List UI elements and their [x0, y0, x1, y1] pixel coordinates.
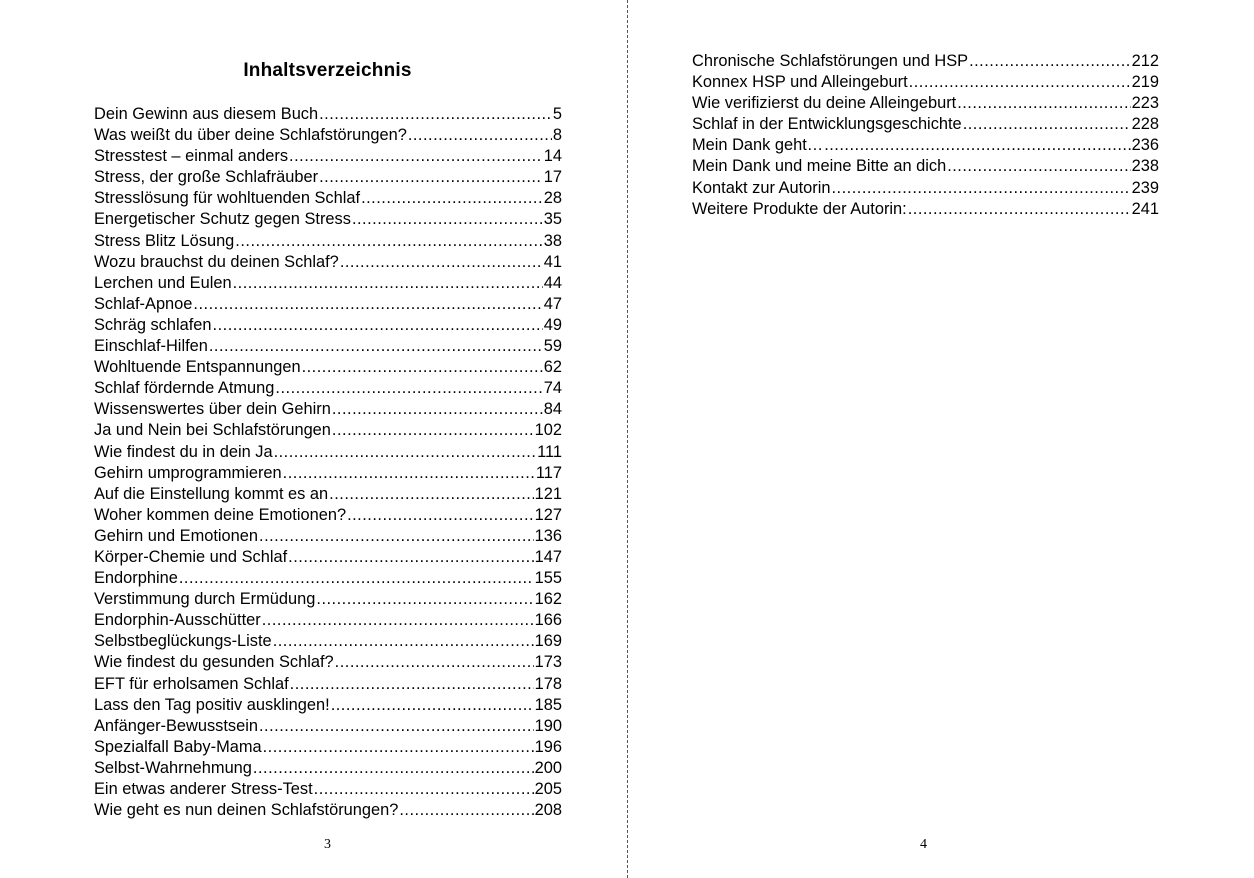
- toc-dot-leader: [209, 336, 543, 357]
- toc-entry-title: Ein etwas anderer Stress-Test: [94, 780, 313, 798]
- toc-entry-title: Einschlaf-Hilfen: [94, 337, 208, 356]
- toc-entry-page: 200: [534, 758, 562, 777]
- toc-dot-leader: [262, 610, 534, 631]
- toc-entry: [692, 114, 1159, 135]
- toc-entry: [94, 294, 562, 315]
- toc-entry-page: 162: [534, 590, 562, 609]
- toc-entry-page: 62: [543, 358, 562, 377]
- page-number-right: 4: [920, 837, 927, 852]
- toc-entry-page: 35: [543, 210, 562, 229]
- toc-entry: [94, 378, 562, 399]
- toc-entry-page: 239: [1131, 178, 1159, 197]
- toc-entry-title: Mein Dank geht…: [692, 136, 824, 155]
- toc-entry-page: 111: [537, 442, 562, 461]
- toc-entry-title: Woher kommen deine Emotionen?: [94, 505, 347, 524]
- toc-entry-title: Wie verifizierst du deine Alleingeburt: [692, 94, 957, 113]
- toc-entry: [94, 146, 562, 167]
- toc-entry-page: 173: [534, 653, 562, 672]
- toc-entry: [94, 273, 562, 294]
- toc-entry-page: 17: [543, 168, 562, 187]
- toc-entry: [94, 188, 562, 209]
- toc-entry-page: 127: [534, 505, 562, 524]
- toc-entry-title: Stresstest – einmal anders: [94, 147, 289, 166]
- toc-entry-title: Körper-Chemie und Schlaf: [94, 547, 288, 566]
- toc-entry-page: 238: [1131, 157, 1159, 176]
- toc-dot-leader: [283, 463, 535, 484]
- toc-entry-title: Ja und Nein bei Schlafstörungen: [94, 421, 331, 440]
- toc-entry-page: 5: [552, 105, 562, 123]
- toc-dot-leader: [908, 199, 1131, 220]
- toc-entry: [692, 199, 1159, 220]
- toc-entry: [692, 93, 1159, 114]
- toc-dot-leader: [193, 294, 542, 315]
- toc-dot-leader: [263, 737, 534, 758]
- toc-dot-leader: [213, 315, 543, 336]
- toc-entry-page: 228: [1131, 115, 1159, 134]
- toc-entry-page: 117: [535, 463, 562, 482]
- toc-dot-leader: [314, 779, 534, 800]
- toc-entry-page: 38: [543, 231, 562, 250]
- toc-entry-page: 166: [534, 611, 562, 630]
- toc-entry-title: Verstimmung durch Ermüdung: [94, 590, 316, 609]
- toc-entry-page: 223: [1131, 94, 1159, 113]
- toc-entry: [94, 231, 562, 252]
- toc-list-left: [94, 104, 562, 821]
- toc-entry-page: 8: [552, 126, 562, 145]
- toc-entry: [94, 547, 562, 568]
- toc-entry-page: 147: [534, 547, 562, 566]
- toc-entry: [94, 442, 562, 463]
- toc-dot-leader: [969, 51, 1131, 72]
- toc-entry-title: Schlaf fördernde Atmung: [94, 379, 275, 398]
- toc-entry-title: Spezialfall Baby-Mama: [94, 737, 262, 756]
- toc-dot-leader: [259, 526, 534, 547]
- toc-entry-title: Chronische Schlafstörungen und HSP: [692, 52, 969, 70]
- toc-dot-leader: [947, 156, 1130, 177]
- toc-dot-leader: [288, 547, 533, 568]
- toc-entry-page: 212: [1131, 52, 1159, 70]
- toc-list-right: [692, 51, 1159, 220]
- toc-dot-leader: [340, 252, 543, 273]
- toc-entry: [94, 505, 562, 526]
- toc-entry-page: 241: [1131, 199, 1159, 218]
- toc-entry-title: Wissenswertes über dein Gehirn: [94, 400, 331, 419]
- toc-dot-leader: [233, 273, 543, 294]
- toc-entry: [94, 484, 562, 505]
- toc-entry-title: Endorphin-Ausschütter: [94, 611, 261, 630]
- toc-entry-title: Energetischer Schutz gegen Stress: [94, 210, 351, 229]
- toc-entry-title: Stress Blitz Lösung: [94, 231, 235, 250]
- toc-entry-title: Mein Dank und meine Bitte an dich: [692, 157, 947, 176]
- toc-entry: [94, 104, 562, 125]
- toc-entry: [94, 125, 562, 146]
- toc-dot-leader: [235, 231, 542, 252]
- toc-entry: [94, 779, 562, 800]
- toc-entry: [94, 589, 562, 610]
- toc-entry-page: 74: [543, 379, 562, 398]
- toc-entry: [94, 652, 562, 673]
- toc-entry: [94, 610, 562, 631]
- toc-entry-title: Wozu brauchst du deinen Schlaf?: [94, 252, 339, 271]
- toc-entry-page: 208: [534, 801, 562, 820]
- toc-entry-title: Dein Gewinn aus diesem Buch: [94, 105, 319, 123]
- toc-entry: [94, 252, 562, 273]
- toc-entry: [94, 357, 562, 378]
- toc-entry-title: Wie geht es nun deinen Schlafstörungen?: [94, 801, 399, 820]
- toc-entry: [94, 716, 562, 737]
- toc-entry-title: Schlaf-Apnoe: [94, 294, 193, 313]
- toc-dot-leader: [361, 188, 543, 209]
- toc-entry-title: EFT für erholsamen Schlaf: [94, 674, 289, 693]
- toc-dot-leader: [290, 674, 534, 695]
- toc-dot-leader: [963, 114, 1131, 135]
- toc-entry-title: Wie findest du in dein Ja: [94, 442, 273, 461]
- toc-dot-leader: [832, 178, 1131, 199]
- toc-entry: [94, 674, 562, 695]
- toc-entry-page: 49: [543, 315, 562, 334]
- toc-entry: [94, 695, 562, 716]
- toc-dot-leader: [335, 652, 534, 673]
- toc-entry-title: Schräg schlafen: [94, 315, 212, 334]
- toc-dot-leader: [909, 72, 1131, 93]
- toc-entry-title: Selbst-Wahrnehmung: [94, 758, 252, 777]
- toc-entry: [94, 315, 562, 336]
- toc-dot-leader: [332, 399, 543, 420]
- toc-entry-title: Lerchen und Eulen: [94, 273, 232, 292]
- toc-entry-title: Kontakt zur Autorin: [692, 178, 831, 197]
- toc-entry-page: 59: [543, 337, 562, 356]
- toc-entry-title: Auf die Einstellung kommt es an: [94, 484, 329, 503]
- toc-entry-page: 28: [543, 189, 562, 208]
- toc-title: Inhaltsverzeichnis: [243, 60, 412, 81]
- toc-dot-leader: [273, 631, 534, 652]
- toc-entry-title: Anfänger-Bewusstsein: [94, 716, 258, 735]
- toc-entry-page: 121: [534, 484, 562, 503]
- toc-entry-page: 44: [543, 273, 562, 292]
- toc-dot-leader: [316, 589, 533, 610]
- toc-dot-leader: [179, 568, 534, 589]
- toc-entry-title: Endorphine: [94, 569, 178, 588]
- toc-dot-leader: [332, 420, 534, 441]
- toc-dot-leader: [259, 716, 534, 737]
- toc-entry-page: 155: [534, 569, 562, 588]
- toc-entry: [94, 758, 562, 779]
- toc-entry-title: Gehirn und Emotionen: [94, 526, 259, 545]
- toc-dot-leader: [408, 125, 552, 146]
- toc-entry: [94, 420, 562, 441]
- right-page: [628, 0, 1254, 878]
- toc-entry-page: 219: [1131, 73, 1159, 92]
- toc-entry-title: Weitere Produkte der Autorin:: [692, 199, 907, 218]
- toc-entry-title: Schlaf in der Entwicklungsgeschichte: [692, 115, 962, 134]
- toc-entry: [692, 178, 1159, 199]
- toc-entry-title: Wohltuende Entspannungen: [94, 358, 301, 377]
- toc-entry: [94, 209, 562, 230]
- toc-entry-title: Selbstbeglückungs-Liste: [94, 632, 272, 651]
- toc-entry: [94, 399, 562, 420]
- toc-entry-page: 14: [543, 147, 562, 166]
- toc-entry-page: 190: [534, 716, 562, 735]
- toc-entry-page: 178: [534, 674, 562, 693]
- toc-entry-title: Lass den Tag positiv ausklingen!: [94, 695, 330, 714]
- toc-entry-title: Konnex HSP und Alleingeburt: [692, 73, 908, 92]
- toc-entry-title: Wie findest du gesunden Schlaf?: [94, 653, 334, 672]
- toc-entry-title: Stress, der große Schlafräuber: [94, 168, 319, 187]
- toc-entry-page: 84: [543, 400, 562, 419]
- toc-entry: [94, 737, 562, 758]
- toc-entry: [94, 568, 562, 589]
- toc-entry-page: 102: [534, 421, 562, 440]
- toc-entry: [94, 800, 562, 821]
- toc-dot-leader: [352, 209, 543, 230]
- toc-dot-leader: [331, 695, 534, 716]
- toc-entry-page: 185: [534, 695, 562, 714]
- toc-dot-leader: [319, 104, 552, 125]
- toc-entry: [94, 631, 562, 652]
- toc-entry-page: 196: [534, 737, 562, 756]
- toc-entry-title: Stresslösung für wohltuenden Schlaf: [94, 189, 361, 208]
- toc-dot-leader: [253, 758, 534, 779]
- toc-dot-leader: [302, 357, 543, 378]
- toc-entry-page: 136: [534, 526, 562, 545]
- toc-entry-page: 41: [543, 252, 562, 271]
- toc-entry: [94, 167, 562, 188]
- page-number-left: 3: [324, 837, 331, 852]
- toc-entry: [692, 51, 1159, 72]
- toc-dot-leader: [274, 442, 537, 463]
- toc-entry-page: 169: [534, 632, 562, 651]
- toc-dot-leader: [329, 484, 533, 505]
- toc-dot-leader: [824, 135, 1130, 156]
- toc-dot-leader: [957, 93, 1130, 114]
- toc-dot-leader: [347, 505, 534, 526]
- toc-entry-page: 236: [1131, 136, 1159, 155]
- toc-dot-leader: [319, 167, 543, 188]
- toc-dot-leader: [275, 378, 542, 399]
- toc-dot-leader: [399, 800, 533, 821]
- toc-entry: [692, 135, 1159, 156]
- toc-entry-page: 47: [543, 294, 562, 313]
- toc-dot-leader: [289, 146, 543, 167]
- toc-entry-title: Was weißt du über deine Schlafstörungen?: [94, 126, 407, 145]
- toc-entry-page: 205: [534, 780, 562, 798]
- toc-entry: [692, 156, 1159, 177]
- toc-entry: [94, 336, 562, 357]
- toc-entry: [692, 72, 1159, 93]
- toc-entry-title: Gehirn umprogrammieren: [94, 463, 282, 482]
- toc-entry: [94, 526, 562, 547]
- toc-entry: [94, 463, 562, 484]
